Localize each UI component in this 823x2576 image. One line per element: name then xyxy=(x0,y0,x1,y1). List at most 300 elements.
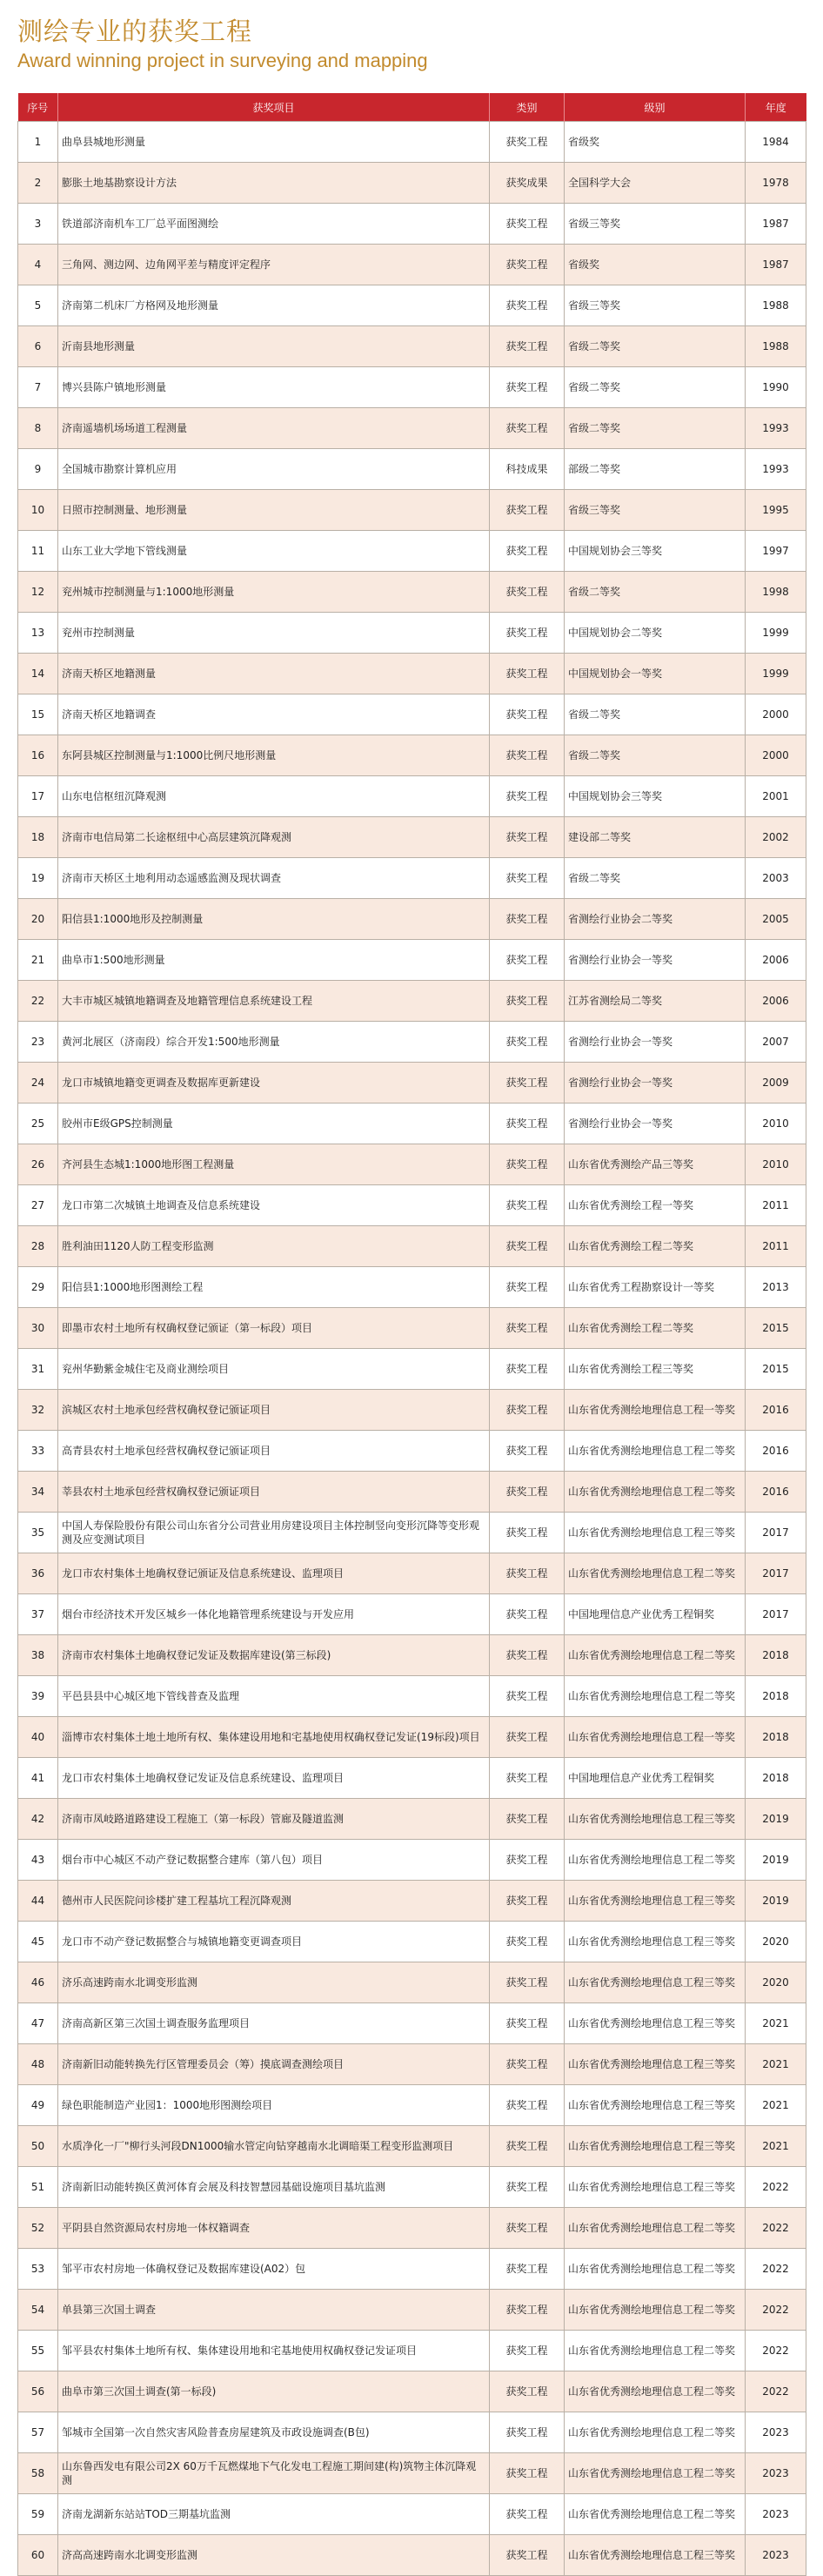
cell-index: 57 xyxy=(18,2412,58,2453)
cell-category: 获奖工程 xyxy=(490,367,565,408)
cell-category: 获奖工程 xyxy=(490,1922,565,1962)
cell-index: 50 xyxy=(18,2126,58,2167)
cell-index: 11 xyxy=(18,531,58,572)
cell-index: 33 xyxy=(18,1431,58,1472)
cell-project: 济南遥墙机场场道工程测量 xyxy=(58,408,490,449)
table-row xyxy=(18,1799,806,1840)
cell-category: 获奖工程 xyxy=(490,735,565,776)
cell-category: 获奖工程 xyxy=(490,1676,565,1717)
cell-index: 46 xyxy=(18,1962,58,2003)
cell-index: 5 xyxy=(18,285,58,326)
column-header-category: 类别 xyxy=(490,93,565,122)
cell-level: 中国规划协会一等奖 xyxy=(565,654,746,694)
cell-index: 28 xyxy=(18,1226,58,1267)
cell-level: 山东省优秀测绘工程二等奖 xyxy=(565,1308,746,1349)
cell-level: 山东省优秀测绘地理信息工程三等奖 xyxy=(565,2044,746,2085)
cell-project: 济南新旧动能转换先行区管理委员会（筹）摸底调查测绘项目 xyxy=(58,2044,490,2085)
table-row xyxy=(18,1594,806,1635)
cell-level: 山东省优秀测绘地理信息工程二等奖 xyxy=(565,1472,746,1513)
cell-project: 山东鲁西发电有限公司2X 60万千瓦燃煤地下气化发电工程施工期间建(构)筑物主体沉降观测 xyxy=(58,2453,490,2494)
cell-year: 1984 xyxy=(746,122,806,163)
cell-index: 19 xyxy=(18,858,58,899)
cell-level: 山东省优秀测绘地理信息工程三等奖 xyxy=(565,2535,746,2576)
cell-level: 山东省优秀测绘地理信息工程二等奖 xyxy=(565,2208,746,2249)
cell-index: 36 xyxy=(18,1553,58,1594)
cell-level: 山东省优秀测绘地理信息工程二等奖 xyxy=(565,1553,746,1594)
cell-project: 曲阜市1:500地形测量 xyxy=(58,940,490,981)
cell-project: 济南新旧动能转换区黄河体育会展及科技智慧园基础设施项目基坑监测 xyxy=(58,2167,490,2208)
cell-category: 获奖工程 xyxy=(490,2003,565,2044)
cell-index: 35 xyxy=(18,1513,58,1553)
cell-year: 2019 xyxy=(746,1840,806,1881)
cell-project: 东阿县城区控制测量与1:1000比例尺地形测量 xyxy=(58,735,490,776)
cell-category: 获奖工程 xyxy=(490,1431,565,1472)
cell-level: 山东省优秀测绘地理信息工程二等奖 xyxy=(565,2249,746,2290)
cell-level: 山东省优秀测绘地理信息工程二等奖 xyxy=(565,1431,746,1472)
cell-project: 龙口市城镇地籍变更调查及数据库更新建设 xyxy=(58,1063,490,1104)
table-row xyxy=(18,2085,806,2126)
cell-project: 邹平市农村房地一体确权登记及数据库建设(A02）包 xyxy=(58,2249,490,2290)
cell-level: 省级二等奖 xyxy=(565,858,746,899)
cell-level: 山东省优秀测绘地理信息工程三等奖 xyxy=(565,2167,746,2208)
cell-year: 2018 xyxy=(746,1635,806,1676)
cell-level: 山东省优秀测绘地理信息工程二等奖 xyxy=(565,1840,746,1881)
cell-project: 兖州城市控制测量与1:1000地形测量 xyxy=(58,572,490,613)
cell-project: 兖州市控制测量 xyxy=(58,613,490,654)
cell-level: 省级二等奖 xyxy=(565,367,746,408)
cell-project: 中国人寿保险股份有限公司山东省分公司营业用房建设项目主体控制竖向变形沉降等变形观测及应变测试项目 xyxy=(58,1513,490,1553)
cell-level: 中国规划协会三等奖 xyxy=(565,531,746,572)
cell-level: 山东省优秀测绘地理信息工程三等奖 xyxy=(565,2003,746,2044)
cell-level: 省级奖 xyxy=(565,245,746,285)
cell-level: 省级二等奖 xyxy=(565,735,746,776)
cell-year: 2011 xyxy=(746,1185,806,1226)
cell-index: 27 xyxy=(18,1185,58,1226)
cell-category: 获奖工程 xyxy=(490,1267,565,1308)
cell-category: 获奖工程 xyxy=(490,940,565,981)
cell-project: 曲阜市第三次国土调查(第一标段) xyxy=(58,2371,490,2412)
cell-project: 兖州华勤紫金城住宅及商业测绘项目 xyxy=(58,1349,490,1390)
cell-category: 获奖工程 xyxy=(490,1022,565,1063)
table-row xyxy=(18,1349,806,1390)
cell-index: 49 xyxy=(18,2085,58,2126)
cell-level: 山东省优秀测绘工程二等奖 xyxy=(565,1226,746,1267)
cell-category: 获奖工程 xyxy=(490,1185,565,1226)
table-row xyxy=(18,776,806,817)
cell-category: 获奖工程 xyxy=(490,1758,565,1799)
cell-year: 2019 xyxy=(746,1881,806,1922)
cell-index: 8 xyxy=(18,408,58,449)
cell-category: 获奖工程 xyxy=(490,2126,565,2167)
cell-index: 60 xyxy=(18,2535,58,2576)
cell-level: 中国地理信息产业优秀工程铜奖 xyxy=(565,1758,746,1799)
cell-index: 55 xyxy=(18,2331,58,2371)
cell-project: 济南市天桥区土地利用动态遥感监测及现状调查 xyxy=(58,858,490,899)
cell-category: 获奖工程 xyxy=(490,2535,565,2576)
cell-index: 13 xyxy=(18,613,58,654)
cell-level: 山东省优秀工程勘察设计一等奖 xyxy=(565,1267,746,1308)
cell-index: 38 xyxy=(18,1635,58,1676)
cell-year: 2006 xyxy=(746,940,806,981)
cell-project: 济高高速跨南水北调变形监测 xyxy=(58,2535,490,2576)
cell-project: 济南龙湖新东站站TOD三期基坑监测 xyxy=(58,2494,490,2535)
cell-index: 17 xyxy=(18,776,58,817)
cell-year: 2016 xyxy=(746,1431,806,1472)
cell-year: 2018 xyxy=(746,1717,806,1758)
column-header-project: 获奖项目 xyxy=(58,93,490,122)
cell-category: 获奖工程 xyxy=(490,776,565,817)
cell-category: 获奖工程 xyxy=(490,2494,565,2535)
table-row xyxy=(18,1758,806,1799)
cell-year: 2020 xyxy=(746,1962,806,2003)
table-row xyxy=(18,1308,806,1349)
cell-year: 2013 xyxy=(746,1267,806,1308)
table-row xyxy=(18,1390,806,1431)
table-row xyxy=(18,1185,806,1226)
table-row xyxy=(18,2126,806,2167)
cell-index: 30 xyxy=(18,1308,58,1349)
cell-year: 2017 xyxy=(746,1553,806,1594)
table-row xyxy=(18,2208,806,2249)
cell-index: 14 xyxy=(18,654,58,694)
table-row xyxy=(18,1104,806,1144)
table-row xyxy=(18,1676,806,1717)
cell-project: 单县第三次国土调查 xyxy=(58,2290,490,2331)
cell-year: 1999 xyxy=(746,654,806,694)
cell-year: 1993 xyxy=(746,449,806,490)
cell-year: 2021 xyxy=(746,2085,806,2126)
cell-year: 1999 xyxy=(746,613,806,654)
cell-category: 获奖工程 xyxy=(490,1390,565,1431)
table-row xyxy=(18,1267,806,1308)
cell-level: 山东省优秀测绘产品三等奖 xyxy=(565,1144,746,1185)
cell-level: 山东省优秀测绘地理信息工程一等奖 xyxy=(565,1717,746,1758)
table-row xyxy=(18,122,806,163)
cell-index: 45 xyxy=(18,1922,58,1962)
cell-category: 获奖工程 xyxy=(490,858,565,899)
table-row xyxy=(18,1472,806,1513)
cell-category: 获奖工程 xyxy=(490,2453,565,2494)
cell-year: 2022 xyxy=(746,2208,806,2249)
cell-index: 59 xyxy=(18,2494,58,2535)
table-row xyxy=(18,1881,806,1922)
cell-index: 56 xyxy=(18,2371,58,2412)
cell-year: 1987 xyxy=(746,204,806,245)
cell-project: 滨城区农村土地承包经营权确权登记颁证项目 xyxy=(58,1390,490,1431)
cell-category: 获奖工程 xyxy=(490,1144,565,1185)
cell-level: 省测绘行业协会一等奖 xyxy=(565,1063,746,1104)
cell-level: 省级二等奖 xyxy=(565,572,746,613)
cell-level: 山东省优秀测绘地理信息工程二等奖 xyxy=(565,2331,746,2371)
cell-project: 济乐高速跨南水北调变形监测 xyxy=(58,1962,490,2003)
cell-year: 1997 xyxy=(746,531,806,572)
cell-project: 德州市人民医院问诊楼扩建工程基坑工程沉降观测 xyxy=(58,1881,490,1922)
cell-category: 获奖工程 xyxy=(490,981,565,1022)
cell-project: 烟台市经济技术开发区城乡一体化地籍管理系统建设与开发应用 xyxy=(58,1594,490,1635)
cell-category: 获奖工程 xyxy=(490,1226,565,1267)
cell-category: 获奖工程 xyxy=(490,817,565,858)
cell-category: 获奖工程 xyxy=(490,1799,565,1840)
cell-year: 2022 xyxy=(746,2167,806,2208)
cell-category: 获奖工程 xyxy=(490,1513,565,1553)
cell-project: 山东电信枢纽沉降观测 xyxy=(58,776,490,817)
cell-index: 41 xyxy=(18,1758,58,1799)
cell-level: 山东省优秀测绘地理信息工程二等奖 xyxy=(565,2494,746,2535)
page-subtitle: Award winning project in surveying and mapping xyxy=(17,50,428,71)
cell-level: 全国科学大会 xyxy=(565,163,746,204)
cell-level: 江苏省测绘局二等奖 xyxy=(565,981,746,1022)
cell-category: 获奖工程 xyxy=(490,1063,565,1104)
cell-project: 水质净化一厂"柳行头河段DN1000输水管定向钻穿越南水北调暗渠工程变形监测项目 xyxy=(58,2126,490,2167)
cell-category: 获奖工程 xyxy=(490,899,565,940)
cell-project: 绿色职能制造产业园1：1000地形图测绘项目 xyxy=(58,2085,490,2126)
cell-project: 高青县农村土地承包经营权确权登记颁证项目 xyxy=(58,1431,490,1472)
cell-level: 山东省优秀测绘地理信息工程二等奖 xyxy=(565,1676,746,1717)
cell-project: 沂南县地形测量 xyxy=(58,326,490,367)
cell-project: 即墨市农村土地所有权确权登记颁证（第一标段）项目 xyxy=(58,1308,490,1349)
cell-level: 山东省优秀测绘地理信息工程三等奖 xyxy=(565,1513,746,1553)
cell-index: 9 xyxy=(18,449,58,490)
cell-index: 4 xyxy=(18,245,58,285)
cell-year: 2021 xyxy=(746,2126,806,2167)
cell-project: 济南高新区第三次国土调查服务监理项目 xyxy=(58,2003,490,2044)
cell-year: 2023 xyxy=(746,2412,806,2453)
cell-index: 32 xyxy=(18,1390,58,1431)
cell-level: 省测绘行业协会一等奖 xyxy=(565,1104,746,1144)
table-row xyxy=(18,326,806,367)
table-row xyxy=(18,285,806,326)
cell-project: 曲阜县城地形测量 xyxy=(58,122,490,163)
cell-project: 烟台市中心城区不动产登记数据整合建库（第八包）项目 xyxy=(58,1840,490,1881)
cell-category: 获奖工程 xyxy=(490,2412,565,2453)
cell-level: 山东省优秀测绘地理信息工程三等奖 xyxy=(565,1962,746,2003)
cell-index: 52 xyxy=(18,2208,58,2249)
cell-category: 获奖工程 xyxy=(490,2249,565,2290)
cell-year: 2023 xyxy=(746,2494,806,2535)
cell-year: 2011 xyxy=(746,1226,806,1267)
cell-year: 1998 xyxy=(746,572,806,613)
table-row xyxy=(18,1226,806,1267)
cell-project: 济南市电信局第二长途枢纽中心高层建筑沉降观测 xyxy=(58,817,490,858)
cell-year: 2020 xyxy=(746,1922,806,1962)
cell-level: 山东省优秀测绘地理信息工程二等奖 xyxy=(565,1635,746,1676)
cell-level: 山东省优秀测绘地理信息工程二等奖 xyxy=(565,2290,746,2331)
cell-project: 平邑县县中心城区地下管线普查及监理 xyxy=(58,1676,490,1717)
table-row xyxy=(18,2412,806,2453)
cell-year: 2015 xyxy=(746,1349,806,1390)
cell-category: 获奖工程 xyxy=(490,1594,565,1635)
cell-year: 2017 xyxy=(746,1594,806,1635)
cell-category: 获奖工程 xyxy=(490,2290,565,2331)
column-header-index: 序号 xyxy=(18,93,58,122)
cell-year: 2023 xyxy=(746,2535,806,2576)
cell-category: 获奖工程 xyxy=(490,1104,565,1144)
cell-level: 山东省优秀测绘地理信息工程二等奖 xyxy=(565,2453,746,2494)
table-row xyxy=(18,1063,806,1104)
cell-category: 获奖工程 xyxy=(490,1881,565,1922)
table-row xyxy=(18,449,806,490)
table-row xyxy=(18,2494,806,2535)
table-row xyxy=(18,1922,806,1962)
table-row xyxy=(18,1431,806,1472)
cell-year: 2021 xyxy=(746,2003,806,2044)
cell-project: 大丰市城区城镇地籍调查及地籍管理信息系统建设工程 xyxy=(58,981,490,1022)
cell-category: 获奖工程 xyxy=(490,613,565,654)
cell-project: 龙口市农村集体土地确权登记颁证及信息系统建设、监理项目 xyxy=(58,1553,490,1594)
cell-project: 全国城市勘察计算机应用 xyxy=(58,449,490,490)
cell-project: 膨胀土地基勘察设计方法 xyxy=(58,163,490,204)
cell-category: 获奖工程 xyxy=(490,1349,565,1390)
cell-index: 22 xyxy=(18,981,58,1022)
cell-project: 龙口市不动产登记数据整合与城镇地籍变更调查项目 xyxy=(58,1922,490,1962)
cell-year: 1988 xyxy=(746,326,806,367)
awards-table xyxy=(17,93,806,2576)
table-row xyxy=(18,899,806,940)
cell-level: 省级二等奖 xyxy=(565,408,746,449)
cell-index: 43 xyxy=(18,1840,58,1881)
cell-index: 20 xyxy=(18,899,58,940)
cell-category: 获奖工程 xyxy=(490,1472,565,1513)
table-row xyxy=(18,1717,806,1758)
cell-index: 51 xyxy=(18,2167,58,2208)
cell-level: 中国地理信息产业优秀工程铜奖 xyxy=(565,1594,746,1635)
cell-category: 获奖工程 xyxy=(490,490,565,531)
cell-level: 山东省优秀测绘地理信息工程二等奖 xyxy=(565,2412,746,2453)
table-header-row xyxy=(18,93,806,122)
table-row xyxy=(18,735,806,776)
cell-year: 2016 xyxy=(746,1390,806,1431)
cell-year: 2009 xyxy=(746,1063,806,1104)
column-header-level: 级别 xyxy=(565,93,746,122)
cell-index: 29 xyxy=(18,1267,58,1308)
table-row xyxy=(18,1962,806,2003)
cell-year: 1995 xyxy=(746,490,806,531)
cell-project: 阳信县1:1000地形及控制测量 xyxy=(58,899,490,940)
cell-level: 山东省优秀测绘地理信息工程三等奖 xyxy=(565,2126,746,2167)
cell-year: 2005 xyxy=(746,899,806,940)
cell-year: 2000 xyxy=(746,735,806,776)
cell-project: 邹城市全国第一次自然灾害风险普查房屋建筑及市政设施调查(B包) xyxy=(58,2412,490,2453)
cell-project: 济南天桥区地籍调查 xyxy=(58,694,490,735)
cell-year: 2002 xyxy=(746,817,806,858)
table-row xyxy=(18,858,806,899)
cell-year: 2018 xyxy=(746,1758,806,1799)
cell-year: 2017 xyxy=(746,1513,806,1553)
cell-year: 2022 xyxy=(746,2371,806,2412)
cell-year: 2018 xyxy=(746,1676,806,1717)
cell-category: 获奖工程 xyxy=(490,408,565,449)
cell-index: 48 xyxy=(18,2044,58,2085)
cell-category: 获奖成果 xyxy=(490,163,565,204)
table-row xyxy=(18,2167,806,2208)
cell-project: 山东工业大学地下管线测量 xyxy=(58,531,490,572)
cell-category: 获奖工程 xyxy=(490,285,565,326)
cell-index: 10 xyxy=(18,490,58,531)
cell-index: 53 xyxy=(18,2249,58,2290)
cell-project: 济南市凤岐路道路建设工程施工（第一标段）管廊及隧道监测 xyxy=(58,1799,490,1840)
table-row xyxy=(18,2535,806,2576)
cell-category: 获奖工程 xyxy=(490,1717,565,1758)
cell-year: 2010 xyxy=(746,1104,806,1144)
table-row xyxy=(18,367,806,408)
cell-category: 获奖工程 xyxy=(490,2208,565,2249)
cell-index: 21 xyxy=(18,940,58,981)
cell-year: 2001 xyxy=(746,776,806,817)
cell-level: 省测绘行业协会二等奖 xyxy=(565,899,746,940)
cell-category: 获奖工程 xyxy=(490,654,565,694)
cell-category: 获奖工程 xyxy=(490,1635,565,1676)
cell-index: 44 xyxy=(18,1881,58,1922)
cell-year: 2003 xyxy=(746,858,806,899)
cell-year: 2023 xyxy=(746,2453,806,2494)
column-header-year: 年度 xyxy=(746,93,806,122)
cell-year: 2022 xyxy=(746,2249,806,2290)
cell-year: 1978 xyxy=(746,163,806,204)
cell-year: 2010 xyxy=(746,1144,806,1185)
cell-index: 16 xyxy=(18,735,58,776)
table-row xyxy=(18,694,806,735)
table-row xyxy=(18,490,806,531)
cell-year: 2019 xyxy=(746,1799,806,1840)
cell-project: 阳信县1:1000地形图测绘工程 xyxy=(58,1267,490,1308)
cell-category: 获奖工程 xyxy=(490,245,565,285)
cell-level: 山东省优秀测绘地理信息工程三等奖 xyxy=(565,1922,746,1962)
cell-level: 建设部二等奖 xyxy=(565,817,746,858)
cell-project: 博兴县陈户镇地形测量 xyxy=(58,367,490,408)
cell-category: 获奖工程 xyxy=(490,694,565,735)
table-row xyxy=(18,1144,806,1185)
cell-year: 2007 xyxy=(746,1022,806,1063)
cell-category: 获奖工程 xyxy=(490,572,565,613)
table-body xyxy=(18,122,806,2576)
cell-category: 获奖工程 xyxy=(490,2085,565,2126)
cell-project: 莘县农村土地承包经营权确权登记颁证项目 xyxy=(58,1472,490,1513)
table-row xyxy=(18,613,806,654)
cell-index: 58 xyxy=(18,2453,58,2494)
cell-year: 2022 xyxy=(746,2290,806,2331)
cell-index: 54 xyxy=(18,2290,58,2331)
cell-project: 胶州市E级GPS控制测量 xyxy=(58,1104,490,1144)
table-row xyxy=(18,981,806,1022)
cell-index: 23 xyxy=(18,1022,58,1063)
page-title: 测绘专业的获奖工程 xyxy=(17,17,253,46)
cell-category: 获奖工程 xyxy=(490,122,565,163)
cell-index: 12 xyxy=(18,572,58,613)
cell-project: 三角网、测边网、边角网平差与精度评定程序 xyxy=(58,245,490,285)
table-row xyxy=(18,163,806,204)
cell-level: 省级三等奖 xyxy=(565,204,746,245)
cell-level: 省级奖 xyxy=(565,122,746,163)
table-row xyxy=(18,2044,806,2085)
cell-category: 获奖工程 xyxy=(490,531,565,572)
table-row xyxy=(18,1553,806,1594)
cell-project: 邹平县农村集体土地所有权、集体建设用地和宅基地使用权确权登记发证项目 xyxy=(58,2331,490,2371)
cell-project: 黄河北展区（济南段）综合开发1:500地形测量 xyxy=(58,1022,490,1063)
cell-index: 26 xyxy=(18,1144,58,1185)
cell-level: 山东省优秀测绘地理信息工程三等奖 xyxy=(565,2085,746,2126)
cell-level: 山东省优秀测绘工程一等奖 xyxy=(565,1185,746,1226)
table-row xyxy=(18,408,806,449)
table-row xyxy=(18,1513,806,1553)
cell-year: 2016 xyxy=(746,1472,806,1513)
cell-category: 获奖工程 xyxy=(490,2167,565,2208)
cell-year: 2015 xyxy=(746,1308,806,1349)
cell-index: 7 xyxy=(18,367,58,408)
cell-level: 中国规划协会二等奖 xyxy=(565,613,746,654)
cell-year: 2021 xyxy=(746,2044,806,2085)
cell-index: 37 xyxy=(18,1594,58,1635)
table-row xyxy=(18,817,806,858)
